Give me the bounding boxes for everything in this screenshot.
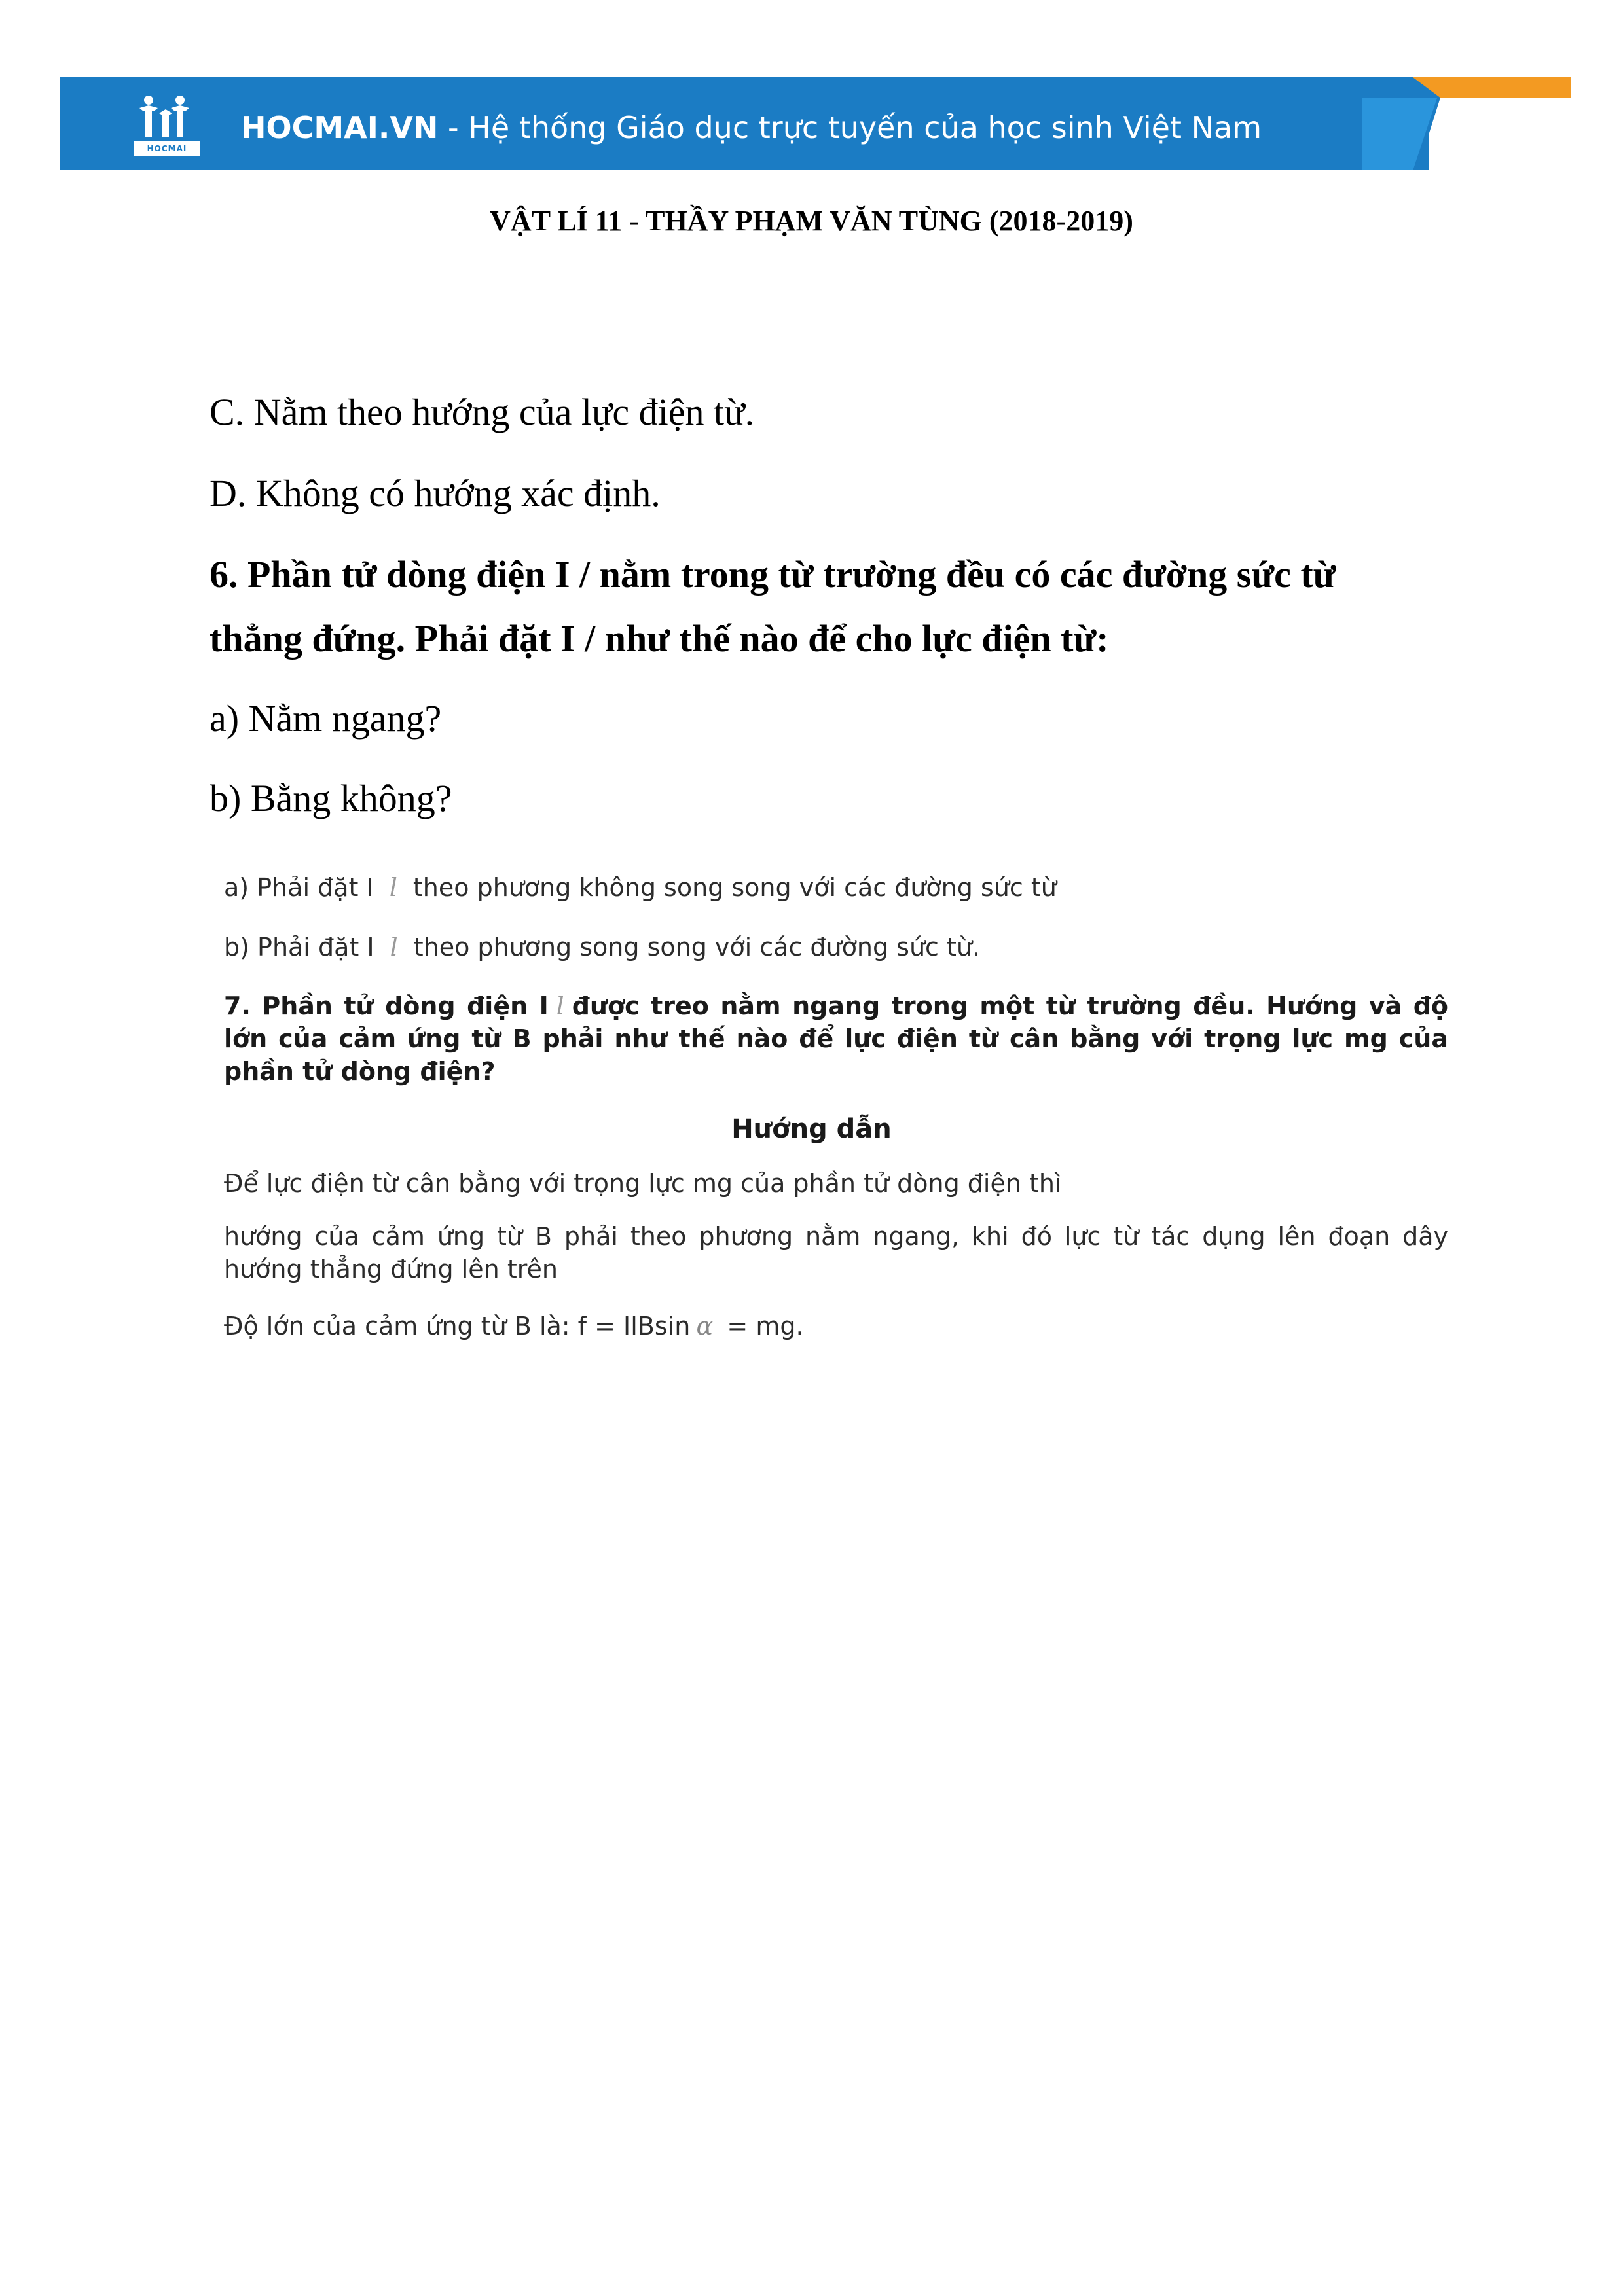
logo-figures-icon: [134, 94, 200, 141]
guide-formula-suffix: = mg.: [719, 1312, 804, 1340]
brand-name: HOCMAI.VN: [241, 110, 439, 145]
guide-line-1: Để lực điện từ cân bằng với trọng lực mg của phần tử dòng điện thì: [224, 1169, 1062, 1198]
answer-6a-prefix: a) Phải đặt I: [224, 873, 374, 902]
current-element-glyph: l: [556, 992, 564, 1020]
question-7: [224, 990, 1448, 1088]
logo-wordmark: HOCMAI: [134, 141, 200, 156]
current-element-glyph: l: [390, 933, 398, 961]
answer-6b-suffix: theo phương song song với các đường sức từ.: [413, 933, 981, 961]
current-element-glyph: l: [389, 873, 397, 902]
guide-line-2: hướng của cảm ứng từ B phải theo phương nằm ngang, khi đó lực từ tác dụng lên đoạn dây hướng thẳng đứng lên trên: [224, 1222, 1448, 1283]
question-6-part-a: a) Nằm ngang?: [210, 697, 442, 740]
answer-6b-prefix: b) Phải đặt I: [224, 933, 374, 961]
option-d: D. Không có hướng xác định.: [210, 472, 661, 514]
answer-6b: [224, 933, 980, 961]
banner-title: [241, 105, 1262, 151]
hocmai-logo: [134, 94, 200, 156]
document-header: VẬT LÍ 11 - THẦY PHẠM VĂN TÙNG (2018-2019): [490, 205, 1133, 237]
guide-formula-prefix: Độ lớn của cảm ứng từ B là: f = IlBsin: [224, 1312, 691, 1340]
alpha-glyph: α: [696, 1312, 714, 1340]
question-6-line-1: 6. Phần tử dòng điện I / nằm trong từ trường đều có các đường sức từ: [210, 553, 1336, 596]
answer-6a: [224, 873, 1057, 902]
question-7-prefix: 7. Phần tử dòng điện I: [224, 992, 549, 1020]
question-7-suffix: được treo nằm ngang trong một từ trường đều. Hướng và độ lớn của cảm ứng từ B phải như thế nào để lực điện từ cân bằng với trọng lực mg của phần tử dòng điện?: [224, 992, 1448, 1086]
option-c: C. Nằm theo hướng của lực điện từ.: [210, 391, 755, 433]
guide-heading: Hướng dẫn: [731, 1114, 892, 1144]
question-6-line-2: thẳng đứng. Phải đặt I / như thế nào để cho lực điện từ:: [210, 617, 1109, 660]
answer-6a-suffix: theo phương không song song với các đường sức từ: [412, 873, 1057, 902]
guide-formula: [224, 1312, 804, 1340]
banner-tagline: - Hệ thống Giáo dục trực tuyến của học sinh Việt Nam: [438, 110, 1262, 145]
question-6-part-b: b) Bằng không?: [210, 777, 452, 819]
